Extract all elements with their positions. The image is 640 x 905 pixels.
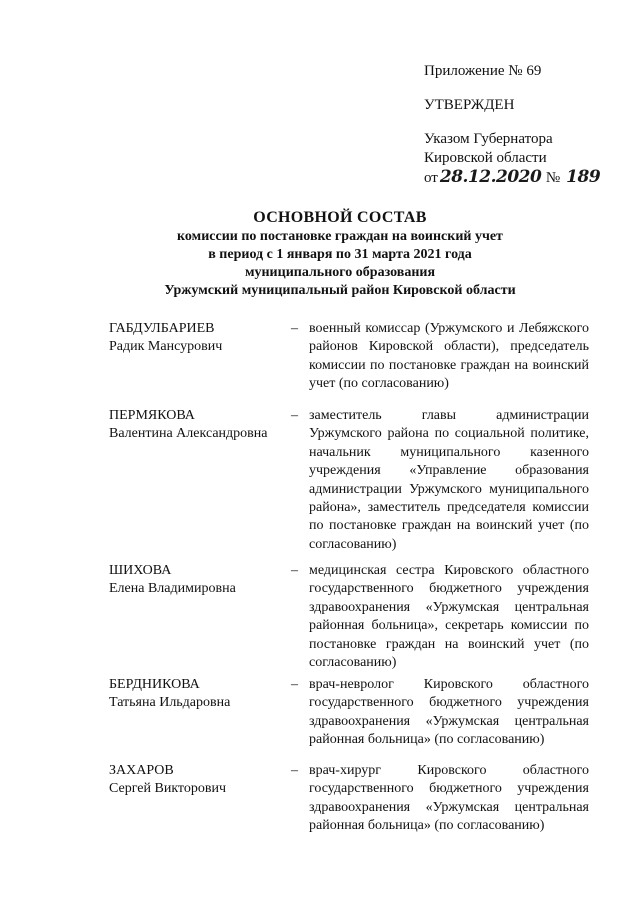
member-name: [109, 676, 289, 713]
decree-line-1: Указом Губернатора: [424, 131, 553, 147]
member-surname: ШИХОВА: [109, 563, 172, 578]
decree-date-line: [424, 168, 600, 188]
title-line-4: муниципального образования: [244, 265, 436, 280]
number-prefix: №: [545, 170, 561, 186]
title-line-5: Уржумский муниципальный район Кировской области: [164, 283, 516, 298]
member-given-name: Татьяна Ильдаровна: [109, 695, 231, 711]
member-given-name: Елена Владимировна: [109, 581, 236, 597]
approved-label: УТВЕРЖДЕН: [424, 97, 515, 113]
handwritten-date: 28.12.2020: [439, 167, 542, 187]
title-line-3: в период с 1 января по 31 марта 2021 года: [208, 247, 472, 262]
member-surname: ЗАХАРОВ: [109, 763, 174, 778]
title-line-1: ОСНОВНОЙ СОСТАВ: [253, 209, 427, 226]
member-dash: –: [291, 677, 298, 692]
member-surname: ГАБДУЛБАРИЕВ: [109, 321, 215, 336]
member-role: военный комиссар (Уржумского и Лебяжского районов Кировской области), председатель комиссии по постановке граждан на воинский учет (по согласованию): [309, 321, 589, 392]
document-title: [40, 208, 640, 300]
member-given-name: Сергей Викторович: [109, 781, 227, 797]
member-dash: –: [291, 763, 298, 778]
member-dash: –: [291, 408, 298, 423]
member-role: заместитель главы администрации Уржумского района по социальной политике, начальник муниципального казенного учреждения «Управление образования администрации Уржумского муниципального района», заместитель председателя комиссии по постановке граждан на воинский учет (по согласованию): [309, 408, 589, 552]
member-role: медицинская сестра Кировского областного государственного бюджетного учреждения здравоохранения «Уржумская центральная районная больница», секретарь комиссии по постановке граждан на воинский учет (по согласованию): [309, 563, 589, 671]
member-name: [109, 407, 289, 444]
member-dash: –: [291, 563, 298, 578]
appendix-number: Приложение № 69: [424, 63, 542, 79]
date-prefix: от: [424, 170, 438, 186]
title-line-2: комиссии по постановке граждан на воинский учет: [177, 229, 503, 244]
member-role: врач-невролог Кировского областного государственного бюджетного учреждения здравоохранения «Уржумская центральная районная больница» (по согласованию): [309, 677, 589, 748]
member-name: [109, 320, 289, 357]
member-name: [109, 562, 289, 599]
member-given-name: Радик Мансурович: [109, 339, 223, 355]
member-role: врач-хирург Кировского областного государственного бюджетного учреждения здравоохранения «Уржумская центральная районная больница» (по согласованию): [309, 763, 589, 834]
decree-line-2: Кировской области: [424, 150, 547, 166]
member-name: [109, 762, 289, 799]
member-given-name: Валентина Александровна: [109, 426, 268, 442]
member-surname: БЕРДНИКОВА: [109, 677, 200, 692]
handwritten-number: 189: [566, 167, 601, 187]
member-surname: ПЕРМЯКОВА: [109, 408, 195, 423]
member-dash: –: [291, 321, 298, 336]
